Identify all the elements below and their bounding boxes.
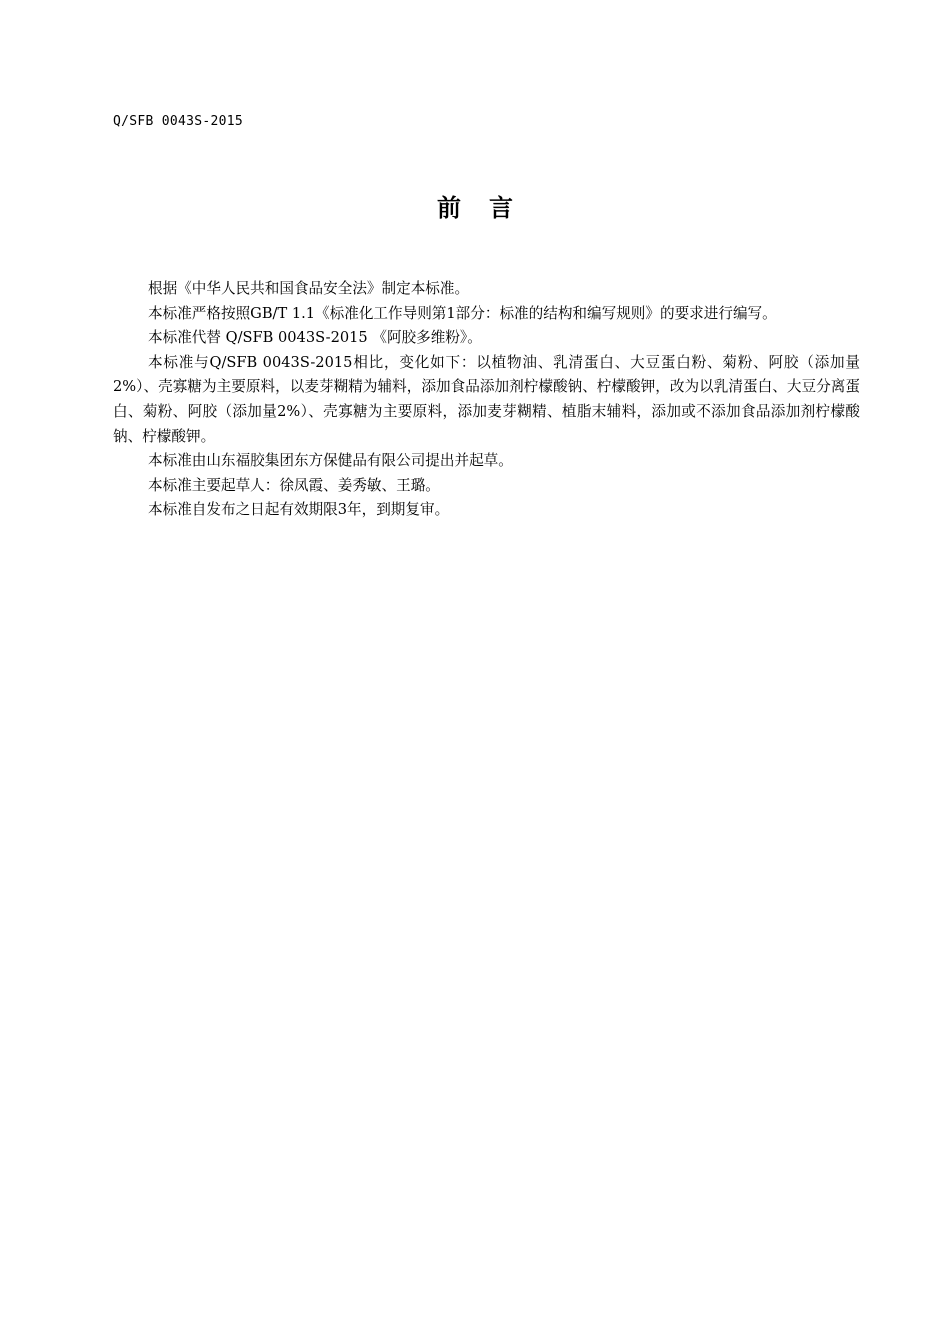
paragraph-changes: 本标准与Q/SFB 0043S-2015相比，变化如下：以植物油、乳清蛋白、大豆蛋白粉、菊粉、阿胶（添加量2%）、壳寡糖为主要原料，以麦芽糊精为辅料，添加食品添加剂柠檬酸钠、柠檬酸钾，改为以乳清蛋白、大豆分离蛋白、菊粉、阿胶（添加量2%）、壳寡糖为主要原料，添加麦芽糊精、植脂末辅料，添加或不添加食品添加剂柠檬酸钠、柠檬酸钾。 <box>113 353 860 445</box>
document-code: Q/SFB 0043S-2015 <box>113 114 244 129</box>
paragraph-proposer: 本标准由山东福胶集团东方保健品有限公司提出并起草。 <box>148 452 513 470</box>
paragraph-drafters: 本标准主要起草人：徐凤霞、姜秀敏、王璐。 <box>148 476 440 494</box>
paragraph-replaces: 本标准代替 Q/SFB 0043S-2015 《阿胶多维粉》。 <box>148 329 482 347</box>
paragraph-drafting-rules: 本标准严格按照GB/T 1.1《标准化工作导则第1部分：标准的结构和编写规则》的要求进行编写。 <box>148 304 777 322</box>
paragraph-validity: 本标准自发布之日起有效期限3年，到期复审。 <box>148 501 450 519</box>
paragraph-legal-basis: 根据《中华人民共和国食品安全法》制定本标准。 <box>148 280 470 297</box>
document-body <box>113 277 860 523</box>
page-title: 前言 <box>437 194 541 222</box>
